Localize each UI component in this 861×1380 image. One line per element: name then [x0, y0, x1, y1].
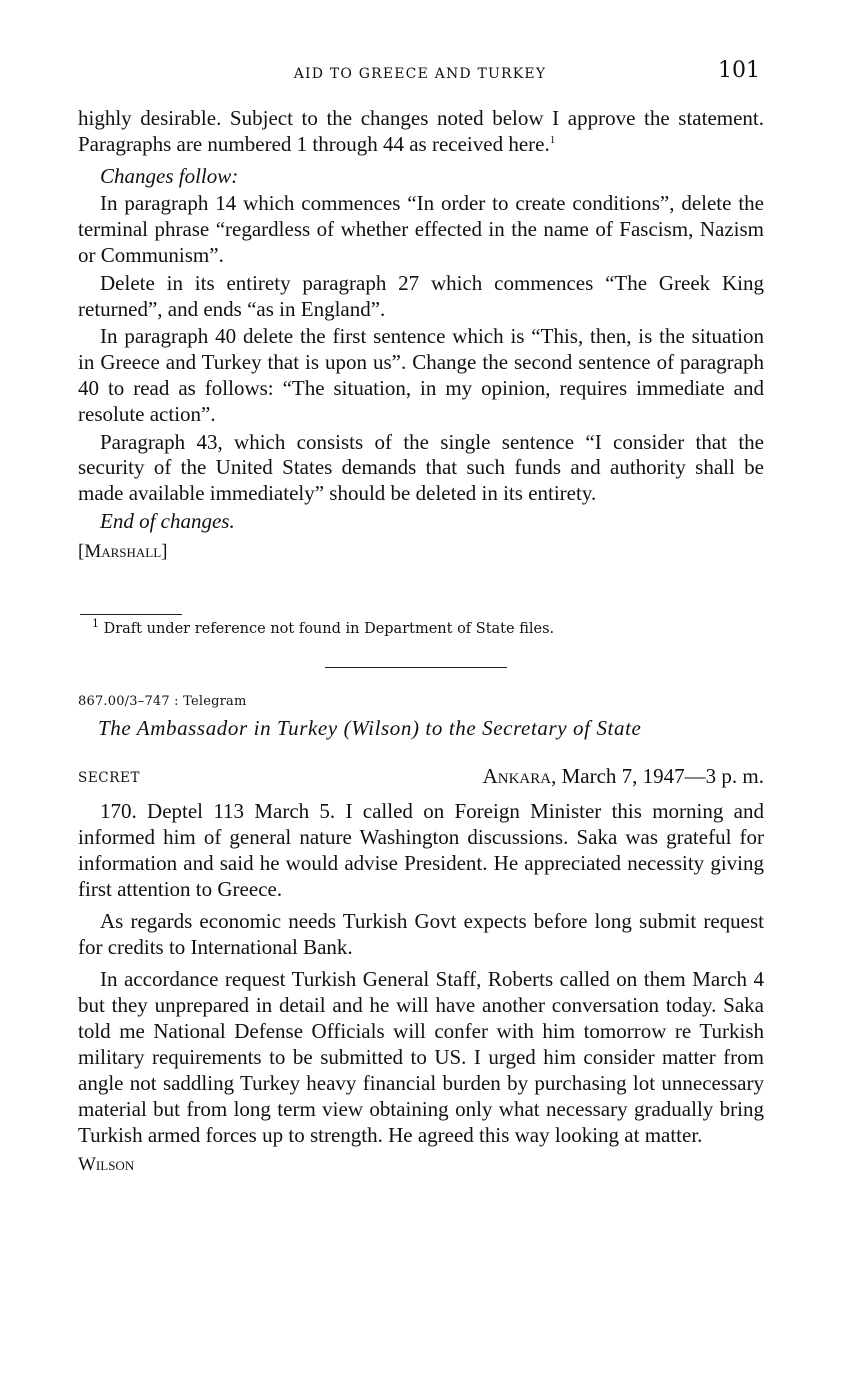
- footnote-text: Draft under reference not found in Department of State files.: [103, 621, 555, 637]
- telegram-paragraph-3: In accordance request Turkish General Staff, Roberts called on them March 4 but they unprepared in detail and he will have another conversation today. Saka told me National Defense Officials will confer with him tomorrow re Turkish military requirements to be submitted to US. I urged him consider matter from angle not saddling Turkey heavy financial burden by purchasing lot unnecessary material but from long term view obtaining only what necessary gradually bring Turkish armed forces up to strength. He agreed this way looking at matter.: [78, 967, 764, 1147]
- end-of-changes: End of changes.: [100, 508, 235, 533]
- wilson-telegram-body: [78, 798, 764, 1178]
- file-reference: 867.00/3–747 : Telegram: [78, 694, 247, 709]
- footnote-divider: [80, 614, 182, 615]
- dateline: [483, 764, 764, 789]
- marshall-telegram-body: [78, 106, 764, 565]
- dateline-row: [78, 764, 764, 792]
- changes-follow-heading: Changes follow:: [100, 163, 239, 188]
- signature-marshall: [Marshall]: [78, 540, 168, 562]
- running-head: AID TO GREECE AND TURKEY: [293, 66, 547, 82]
- footnote: [92, 617, 752, 637]
- footnote-mark: 1: [92, 617, 99, 631]
- document-title: The Ambassador in Turkey (Wilson) to the Secretary of State: [98, 716, 642, 740]
- classification-label: SECRET: [78, 770, 141, 786]
- page-header: [78, 58, 762, 90]
- dateline-place: Ankara: [482, 764, 552, 788]
- section-divider: [325, 667, 507, 668]
- paragraph-27-change: Delete in its entirety paragraph 27 which commences “The Greek King returned”, and ends “as in England”.: [78, 270, 764, 321]
- signature-wilson: Wilson: [78, 1154, 135, 1175]
- telegram-paragraph-2: As regards economic needs Turkish Govt expects before long submit request for credits to International Bank.: [78, 909, 764, 959]
- dateline-date: , March 7, 1947—3 p. m.: [551, 764, 764, 788]
- opening-paragraph: highly desirable. Subject to the changes noted below I approve the statement. Paragraphs are numbered 1 through 44 as received here.$^1$: [78, 106, 764, 156]
- paragraph-43-change: Paragraph 43, which consists of the single sentence “I consider that the security of the United States demands that such funds and authority shall be made available immediately” should be deleted in its entirety.: [78, 429, 764, 506]
- telegram-paragraph-1: 170. Deptel 113 March 5. I called on Foreign Minister this morning and informed him of general nature Washington discussions. Saka was grateful for information and said he would advise President. He appreciated necessity giving first attention to Greece.: [78, 799, 764, 901]
- paragraph-14-change: In paragraph 14 which commences “In order to create conditions”, delete the terminal phrase “regardless of whether effected in the name of Fascism, Nazism or Communism”.: [78, 191, 764, 267]
- paragraph-40-change: In paragraph 40 delete the first sentence which is “This, then, is the situation in Greece and Turkey that is upon us”. Change the second sentence of paragraph 40 to read as follows: “The situation, in my opinion, requires immediate and resolute action”.: [78, 324, 764, 426]
- footnote-reference: 1: [549, 133, 556, 146]
- page-number: 101: [718, 58, 760, 83]
